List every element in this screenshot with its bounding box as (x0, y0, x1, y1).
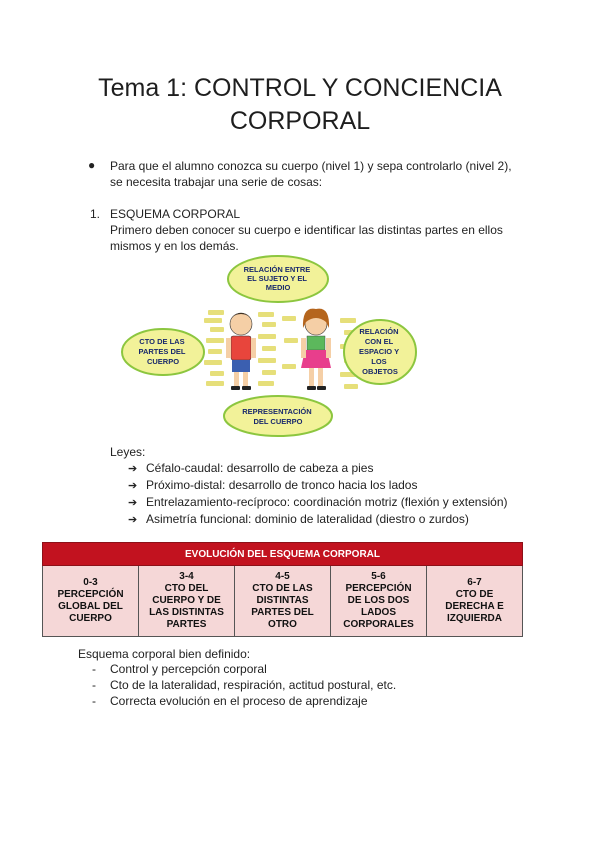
evolution-table (42, 542, 523, 637)
oval-bottom (224, 396, 332, 436)
intro-line-2: se necesita trabajar una serie de cosas: (110, 175, 323, 189)
section-text-line-1: Primero deben conocer su cuerpo e identificar las distintas partes en ellos (110, 223, 503, 237)
oval-right-line-4: LOS (371, 357, 387, 366)
definido-item (92, 661, 396, 677)
intro-paragraph (110, 158, 570, 190)
oval-right (344, 320, 416, 384)
bullet-marker: ● (88, 158, 96, 172)
cell-age: 3-4 (179, 571, 194, 582)
table-cell-4-5 (235, 566, 331, 637)
oval-left (122, 329, 204, 375)
oval-bottom-line-2: DEL CUERPO (253, 417, 303, 426)
leyes-item (128, 494, 508, 511)
cell-age: 0-3 (83, 577, 98, 588)
leyes-item (128, 477, 508, 494)
leyes-item-text: Entrelazamiento-recíproco: coordinación motriz (flexión y extensión) (146, 495, 508, 509)
cell-line: CORPORALES (343, 619, 414, 630)
cell-line: DE LOS DOS (347, 595, 410, 606)
cell-line: CUERPO Y DE (152, 595, 221, 606)
section-text-line-2: mismos y en los demás. (110, 239, 239, 253)
svg-text:RELACIÓN CON EL (359, 327, 401, 376)
oval-left-line-3: CUERPO (146, 357, 180, 366)
dash-marker: - (92, 678, 96, 692)
oval-bottom-line-1: REPRESENTACIÓN (242, 407, 312, 416)
oval-right-line-2: CON EL (364, 337, 394, 346)
oval-right-line-3: ESPACIO Y (358, 347, 399, 356)
definido-list (92, 661, 396, 709)
cell-line: PERCEPCIÓN (345, 583, 412, 594)
cell-age: 5-6 (371, 571, 386, 582)
cell-line: PERCEPCIÓN (57, 589, 124, 600)
title-line-1: Tema 1: CONTROL Y CONCIENCIA (98, 74, 502, 102)
girl-figure (301, 309, 331, 390)
body-schema-diagram (118, 254, 418, 438)
arrow-icon: ➔ (128, 480, 138, 492)
definido-item-text: Correcta evolución en el proceso de aprendizaje (110, 694, 368, 708)
cell-line: PARTES (166, 619, 207, 630)
cell-line: OTRO (268, 619, 297, 630)
arrow-icon: ➔ (128, 497, 138, 509)
section-title: ESQUEMA CORPORAL (110, 207, 241, 221)
oval-left-line-2: PARTES DEL (138, 347, 186, 356)
leyes-item-text: Próximo-distal: desarrollo de tronco hacia los lados (146, 478, 418, 492)
arrow-icon: ➔ (128, 463, 138, 475)
cell-age: 6-7 (467, 577, 482, 588)
leyes-item (128, 511, 508, 528)
oval-top (228, 256, 328, 302)
boy-figure (226, 313, 256, 390)
cell-line: CTO DEL (164, 583, 209, 594)
cell-line: PARTES DEL (251, 607, 314, 618)
oval-right-line-5: OBJETOS (362, 367, 398, 376)
cell-line: LADOS (361, 607, 396, 618)
leyes-item (128, 460, 508, 477)
section-number: 1. (90, 207, 101, 221)
leyes-title: Leyes: (110, 445, 146, 459)
cell-line: DISTINTAS (256, 595, 309, 606)
arrow-icon: ➔ (128, 514, 138, 526)
leyes-item-text: Asimetría funcional: dominio de lateralidad (diestro o zurdos) (146, 512, 469, 526)
cell-line: LAS DISTINTAS (149, 607, 224, 618)
oval-top-line-1: RELACIÓN ENTRE (243, 265, 311, 274)
cell-line: DERECHA E (445, 601, 504, 612)
intro-line-1: Para que el alumno conozca su cuerpo (nivel 1) y sepa controlarlo (nivel 2), (110, 159, 512, 173)
cell-line: GLOBAL DEL (58, 601, 123, 612)
table-row (43, 566, 523, 637)
dash-marker: - (92, 662, 96, 676)
definido-item (92, 677, 396, 693)
table-cell-6-7 (427, 566, 523, 637)
dash-marker: - (92, 694, 96, 708)
cell-line: IZQUIERDA (447, 613, 502, 624)
definido-title: Esquema corporal bien definido: (78, 647, 251, 661)
cell-line: CTO DE (455, 589, 494, 600)
table-cell-3-4 (139, 566, 235, 637)
oval-right-line-1: RELACIÓN (359, 327, 399, 336)
oval-top-line-3: MEDIO (265, 283, 291, 292)
cell-line: CUERPO (69, 613, 112, 624)
table-cell-5-6 (331, 566, 427, 637)
cell-line: CTO DE LAS (252, 583, 313, 594)
leyes-list (128, 460, 508, 528)
oval-top-line-2: EL SUJETO Y EL (247, 274, 307, 283)
definido-item (92, 693, 396, 709)
definido-item-text: Control y percepción corporal (110, 662, 267, 676)
title-line-2: CORPORAL (229, 107, 371, 135)
table-header: EVOLUCIÓN DEL ESQUEMA CORPORAL (43, 543, 523, 566)
section-text (110, 222, 530, 254)
table-header-row (43, 543, 523, 566)
oval-left-line-1: CTO DE LAS (139, 337, 185, 346)
page-title (40, 72, 560, 138)
leyes-item-text: Céfalo-caudal: desarrollo de cabeza a pies (146, 461, 374, 475)
table-cell-0-3 (43, 566, 139, 637)
cell-age: 4-5 (275, 571, 290, 582)
definido-item-text: Cto de la lateralidad, respiración, actitud postural, etc. (110, 678, 397, 692)
